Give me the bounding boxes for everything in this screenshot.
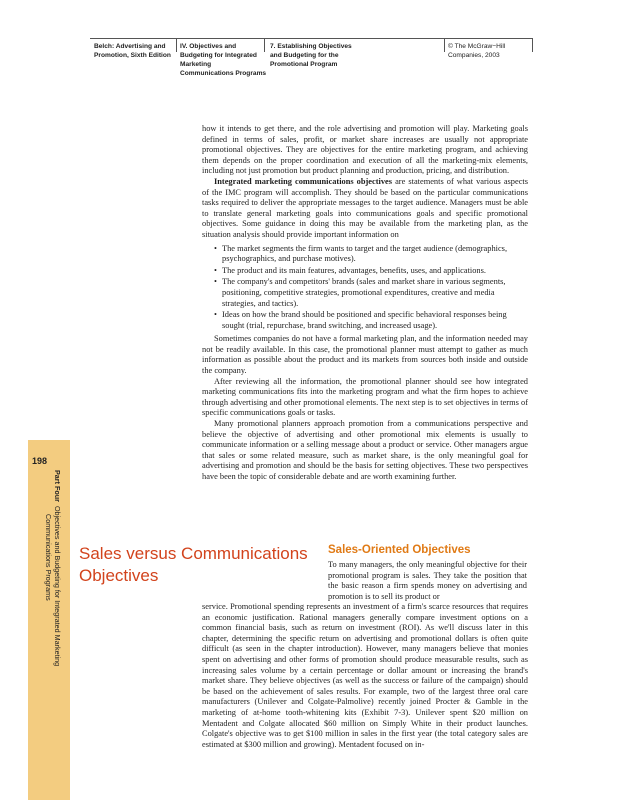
header-part-title: IV. Objectives and Budgeting for Integrated Marketing Communications Programs [180, 43, 267, 77]
paragraph: Integrated marketing communications objectives are statements of what various aspects of the IMC program will accomplish. They should be based on the particular communications tasks required to deliver the appropriate messages to the target audience. Managers must be able to translate general marketing goals into communications goals and specific promotional objectives. Some guidance in doing this may be available from the marketing plan, as the situation analysis should provide important information on [202, 176, 529, 239]
subsection-title: Sales-Oriented Objectives [328, 544, 471, 556]
list-item: • The company's and competitors' brands (sales and market share in various segments, positioning, competitive strategies, promotional expenditures, creative and media strategies, and tactics). [214, 277, 528, 309]
header-chapter-title: 7. Establishing Objectives and Budgeting for the Promotional Program [270, 43, 352, 68]
list-item: • Ideas on how the brand should be positioned and specific behavioral responses being sought (trial, repurchase, brand switching, and increased usage). [214, 310, 528, 331]
paragraph: Sometimes companies do not have a formal marketing plan, and the information needed may not be readily available. In this case, the promotional planner must attempt to gather as much information as possible about the product and its markets from sources both inside and outside the company. [202, 334, 528, 376]
list-item: • The market segments the firm wants to target and the target audience (demographics, psychographics, and purchase motives). [214, 244, 528, 265]
header-divider [444, 38, 445, 52]
paragraph: Many promotional planners approach promotion from a communications perspective and believe the objective of advertising and other promotional mix elements is usually to communicate information or a selling message about a product or service. Other managers argue that sales or some related measure, such as market share, is the only meaningful goal for advertising and promotion and should be the basis for setting objectives. These two perspectives have been the topic of considerable debate and are worth examining further. [202, 419, 528, 481]
paragraph: service. Promotional spending represents an investment of a firm's scarce resources that requires an economic justification. Rational managers generally compare investment options on a common financial basis, such as return on investment (ROI). As we'll discuss later in this chapter, determining the specific return on advertising and promotional dollars is often quite difficult (as seen in the chapter introduction). However, many managers believe that monies spent on advertising and other forms of promotion should produce measurable results, such as increasing sales volume by a certain percentage or dollar amount or increasing the brand's market share. They believe objectives (as well as the success or failure of the campaign) should be based on the achievement of sales results. For example, two of the largest three oral care manufacturers (Unilever and Colgate-Palmolive) recently joined Procter & Gamble in the marketing of at-home tooth-whitening kits (Exhibit 7-3). Unilever spent $20 million on Mentadent and Colgate allocated $60 million on Simply White in their product launches. Colgate's objective was to get $100 million in sales in the first year (the total category sales are estimated at $300 million and growing). Mentadent focused on in- [202, 602, 528, 749]
part-title: Objectives and Budgeting for Integrated Marketing [53, 505, 62, 667]
bullet-list [214, 244, 528, 332]
list-item: • The product and its main features, advantages, benefits, uses, and applications. [214, 266, 528, 277]
part-title-line2: Communications Programs [44, 514, 53, 601]
header-copyright: © The McGraw−Hill Companies, 2003 [448, 43, 506, 59]
header-rule [90, 38, 532, 39]
section-title: Sales versus Communications Objectives [79, 544, 308, 585]
header-divider [176, 38, 177, 52]
paragraph: To many managers, the only meaningful objective for their promotional program is sales. They take the position that the basic reason a firm spends money on advertising and promotion is to sell its product or [328, 560, 527, 601]
paragraph: After reviewing all the information, the promotional planner should see how integrated marketing communications fits into the marketing program and what the firm hopes to achieve through advertising and other promotional elements. The next step is to set objectives in terms of specific communications goals or tasks. [202, 376, 528, 418]
header-divider [532, 38, 533, 52]
section-body [202, 602, 528, 750]
paragraph: how it intends to get there, and the role advertising and promotion will play. Marketing goals defined in terms of sales, profit, or market share increases are usually not appropriate promotional objectives. They are objectives for the entire marketing program, and achieving them depends on the proper coordination and execution of all the marketing-mix elements, including not just promotion but product planning and production, pricing, and distribution. [202, 124, 528, 176]
part-label: Part Four [53, 470, 62, 502]
header-book-title: Belch: Advertising and Promotion, Sixth Edition [94, 43, 171, 59]
body-text [202, 124, 528, 483]
sidebar-running-head [34, 470, 64, 790]
section-intro [328, 560, 527, 602]
page-number: 198 [32, 456, 48, 466]
key-term: Integrated marketing communications objectives [214, 176, 393, 186]
